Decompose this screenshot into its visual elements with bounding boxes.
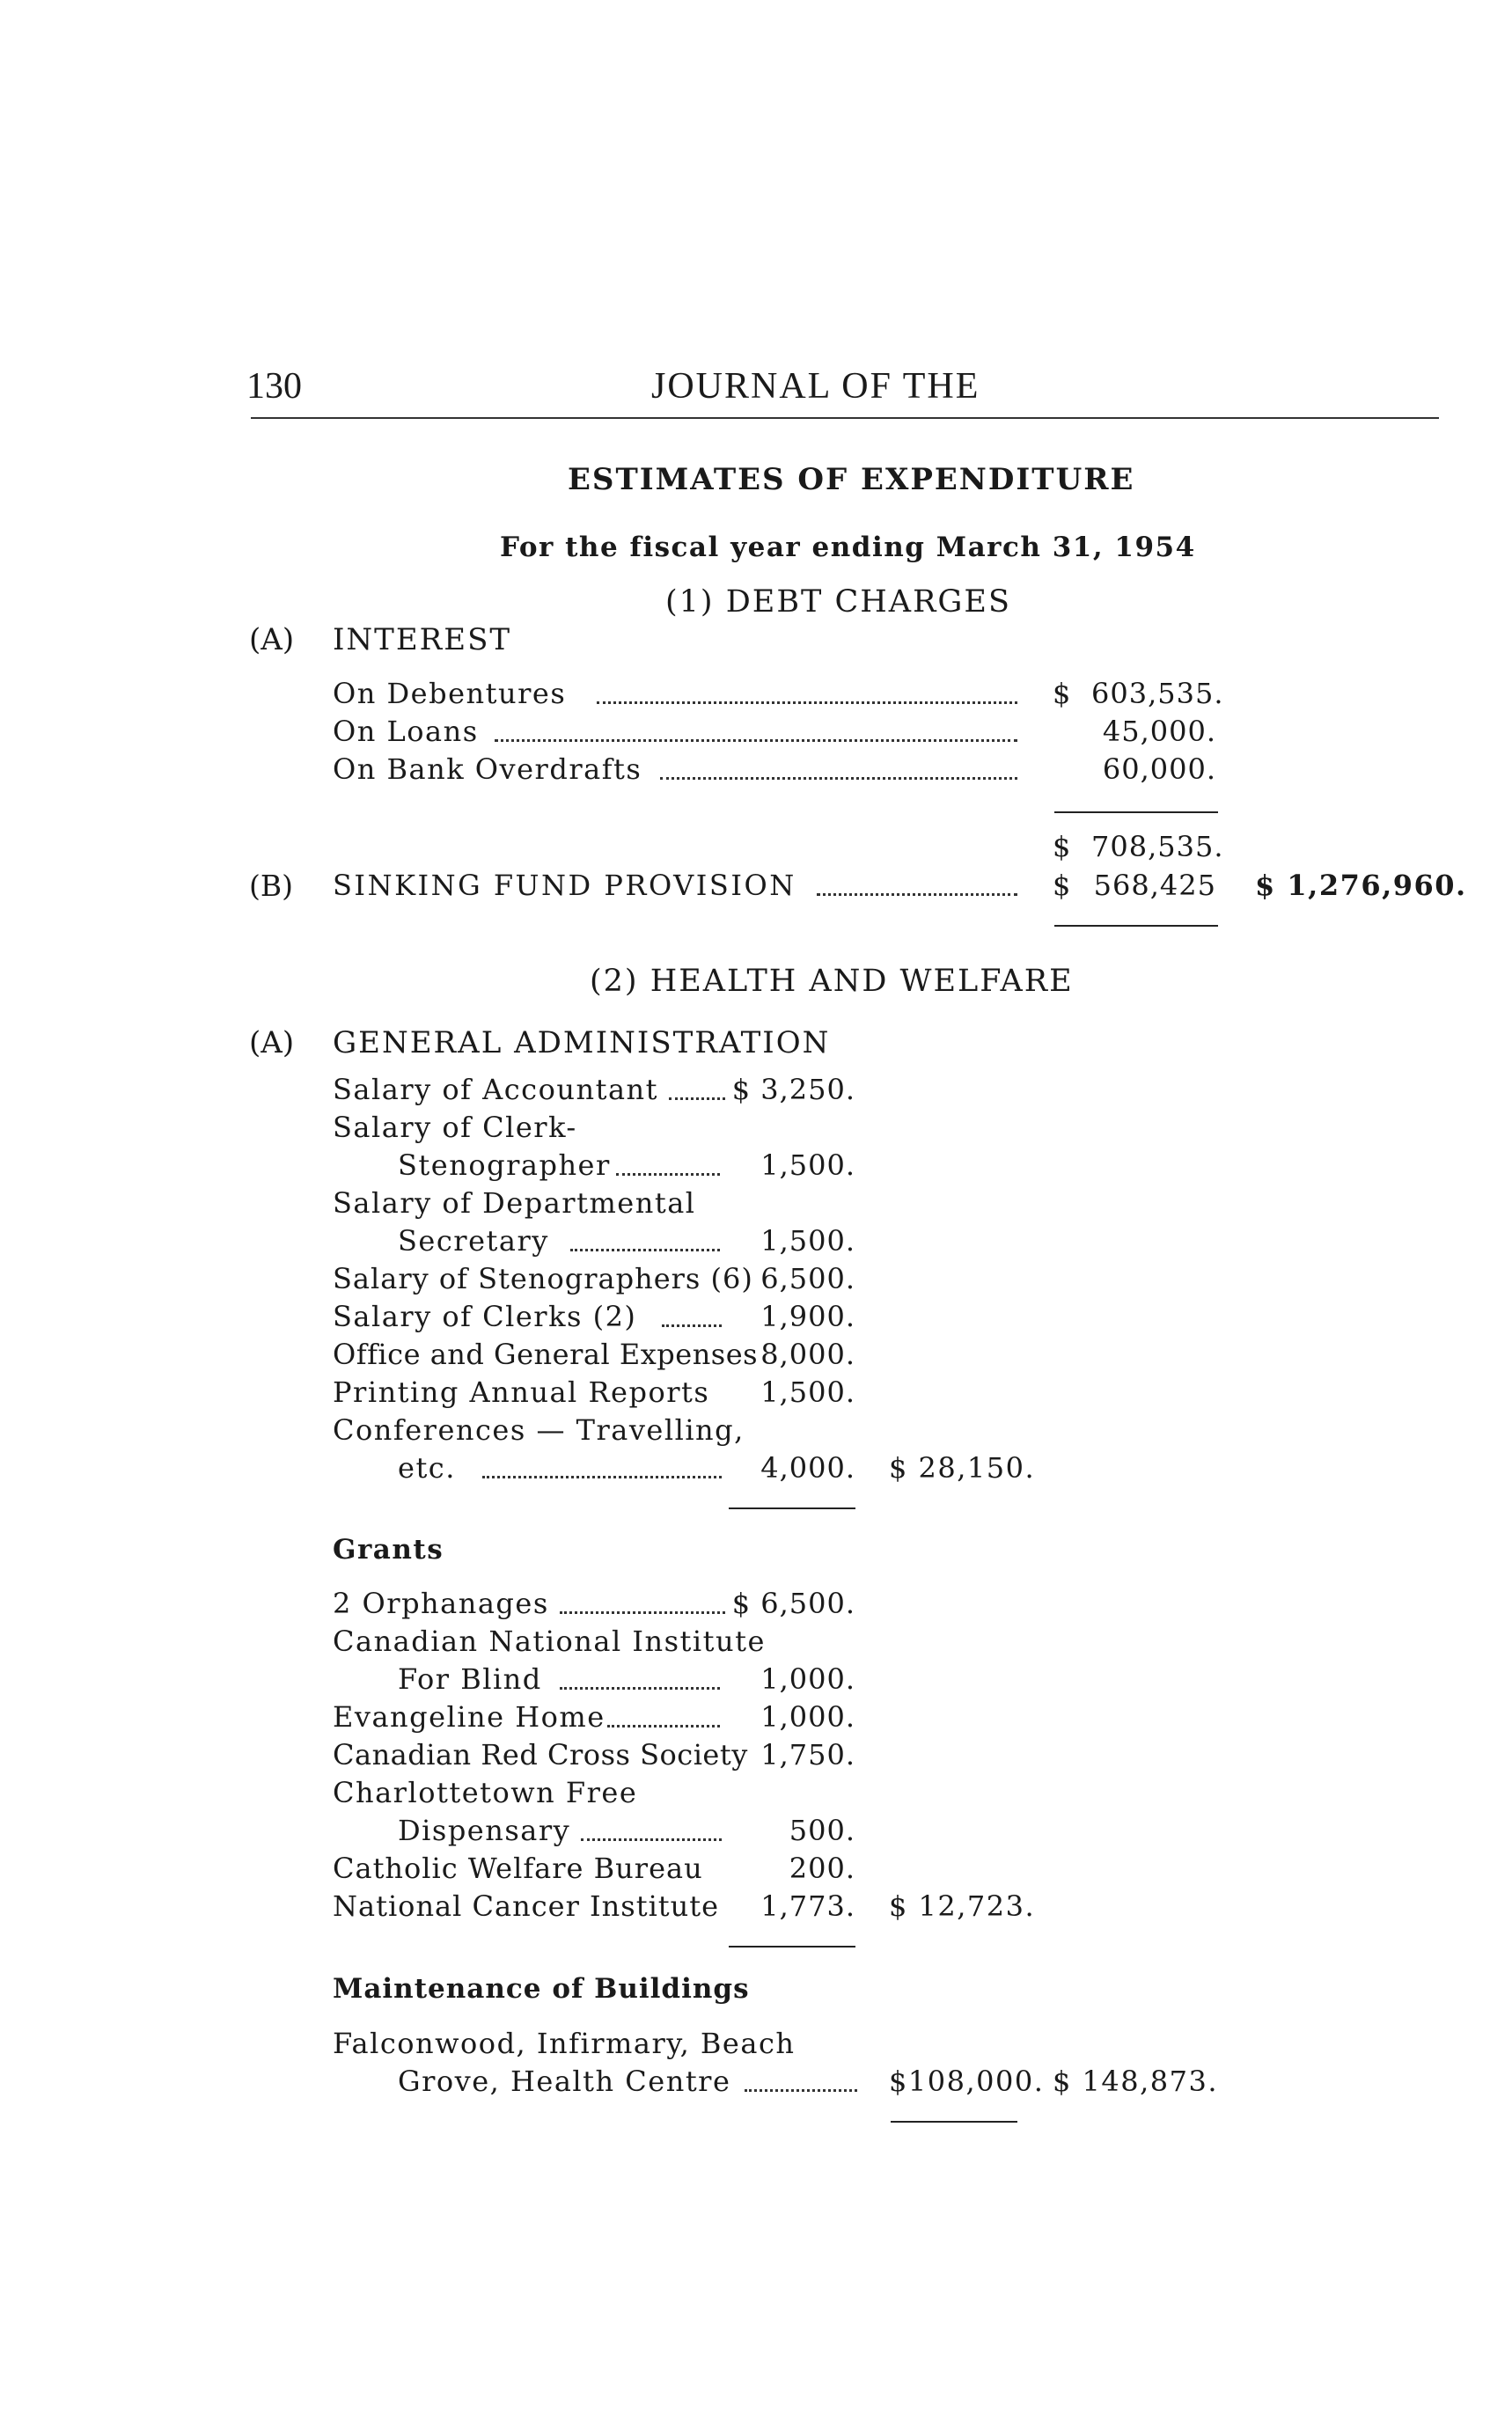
running-head: JOURNAL OF THE xyxy=(651,366,980,407)
line-label: etc. xyxy=(398,1451,456,1485)
maintenance-heading: Maintenance of Buildings xyxy=(333,1973,750,2005)
sinking-fund-amount: 568,425 xyxy=(1093,869,1216,902)
line-amount: 200. xyxy=(789,1852,855,1885)
dot-leader xyxy=(560,1687,720,1690)
line-amount: 1,000. xyxy=(760,1700,855,1734)
item-marker-a: (A) xyxy=(249,622,295,657)
line-amount: 1,750. xyxy=(760,1738,855,1771)
subtotal-currency: $ xyxy=(1053,830,1072,863)
dot-leader xyxy=(745,2089,857,2092)
line-amount: 45,000. xyxy=(1102,715,1216,748)
dot-leader xyxy=(662,1324,722,1327)
line-label: Catholic Welfare Bureau xyxy=(333,1852,703,1885)
currency-sign: $ xyxy=(1053,677,1072,710)
maintenance-line-1: Falconwood, Infirmary, Beach xyxy=(333,2027,796,2060)
line-amount: 8,000. xyxy=(760,1338,855,1371)
interest-heading: INTEREST xyxy=(333,622,512,657)
line-label: National Cancer Institute xyxy=(333,1889,720,1923)
grants-total: $ 12,723. xyxy=(889,1889,1036,1923)
health-welfare-total: $ 148,873. xyxy=(1053,2065,1219,2098)
dot-leader xyxy=(607,1725,720,1727)
maintenance-amount: $108,000. xyxy=(889,2065,1045,2098)
admin-total: $ 28,150. xyxy=(889,1451,1036,1485)
line-amount: 1,500. xyxy=(760,1375,855,1409)
dot-leader xyxy=(581,1838,722,1841)
line-label: On Debentures xyxy=(333,677,567,710)
line-amount: $ 6,500. xyxy=(731,1587,855,1620)
subtotal-rule xyxy=(1054,811,1218,813)
dot-leader xyxy=(495,739,1017,742)
line-amount: 1,500. xyxy=(760,1224,855,1258)
line-label: Canadian Red Cross Society xyxy=(333,1738,748,1771)
page-number: 130 xyxy=(246,366,302,407)
item-marker-b: (B) xyxy=(249,869,293,903)
item-marker-a: (A) xyxy=(249,1025,295,1060)
dot-leader xyxy=(669,1097,725,1100)
total-rule xyxy=(1054,925,1218,927)
currency-sign: $ xyxy=(1053,869,1072,902)
dot-leader xyxy=(616,1173,720,1176)
line-label: Office and General Expenses xyxy=(333,1338,759,1371)
dot-leader xyxy=(570,1249,720,1251)
line-label: Evangeline Home xyxy=(333,1700,606,1734)
admin-line-2: Salary of Clerk- xyxy=(333,1111,577,1144)
line-amount: $ 3,250. xyxy=(731,1073,855,1106)
line-amount: 4,000. xyxy=(760,1451,855,1485)
document-subtitle: For the fiscal year ending March 31, 1954 xyxy=(500,532,1196,563)
line-label: On Bank Overdrafts xyxy=(333,752,642,786)
dot-leader xyxy=(482,1476,722,1478)
admin-line-4: Salary of Departmental xyxy=(333,1186,696,1220)
dot-leader xyxy=(660,777,1017,780)
line-label: Salary of Accountant xyxy=(333,1073,658,1106)
grants-rule xyxy=(729,1946,855,1948)
line-amount: 60,000. xyxy=(1102,752,1216,786)
grant-line-2: Canadian National Institute xyxy=(333,1625,766,1658)
line-label: Stenographer xyxy=(398,1148,611,1182)
line-label: Dispensary xyxy=(398,1814,571,1847)
section-heading-health-welfare: (2) HEALTH AND WELFARE xyxy=(590,964,1074,999)
document-title: ESTIMATES OF EXPENDITURE xyxy=(568,462,1135,497)
grant-line-6: Charlottetown Free xyxy=(333,1776,638,1809)
line-amount: 1,500. xyxy=(760,1148,855,1182)
admin-rule xyxy=(729,1507,855,1509)
debt-charges-total: $ 1,276,960. xyxy=(1255,869,1467,902)
dot-leader xyxy=(817,893,1017,896)
sinking-fund-label: SINKING FUND PROVISION xyxy=(333,869,796,902)
line-amount: 603,535. xyxy=(1091,677,1224,710)
line-label: Salary of Stenographers (6) xyxy=(333,1262,753,1295)
section-heading-debt-charges: (1) DEBT CHARGES xyxy=(665,584,1011,620)
header-rule xyxy=(251,417,1439,419)
line-label: 2 Orphanages xyxy=(333,1587,549,1620)
interest-subtotal: 708,535. xyxy=(1091,830,1224,863)
dot-leader xyxy=(597,701,1017,704)
line-label: Printing Annual Reports xyxy=(333,1375,710,1409)
line-amount: 1,773. xyxy=(760,1889,855,1923)
line-amount: 1,900. xyxy=(760,1300,855,1333)
grants-heading: Grants xyxy=(333,1534,444,1566)
dot-leader xyxy=(560,1611,725,1614)
line-label: For Blind xyxy=(398,1662,542,1696)
line-amount: 500. xyxy=(789,1814,855,1847)
line-label: Secretary xyxy=(398,1224,549,1258)
line-label: Grove, Health Centre xyxy=(398,2065,731,2098)
general-administration-heading: GENERAL ADMINISTRATION xyxy=(333,1025,831,1060)
maintenance-rule xyxy=(891,2121,1017,2123)
admin-line-10: Conferences — Travelling, xyxy=(333,1413,745,1447)
line-label: On Loans xyxy=(333,715,479,748)
line-label: Salary of Clerks (2) xyxy=(333,1300,637,1333)
line-amount: 6,500. xyxy=(760,1262,855,1295)
line-amount: 1,000. xyxy=(760,1662,855,1696)
